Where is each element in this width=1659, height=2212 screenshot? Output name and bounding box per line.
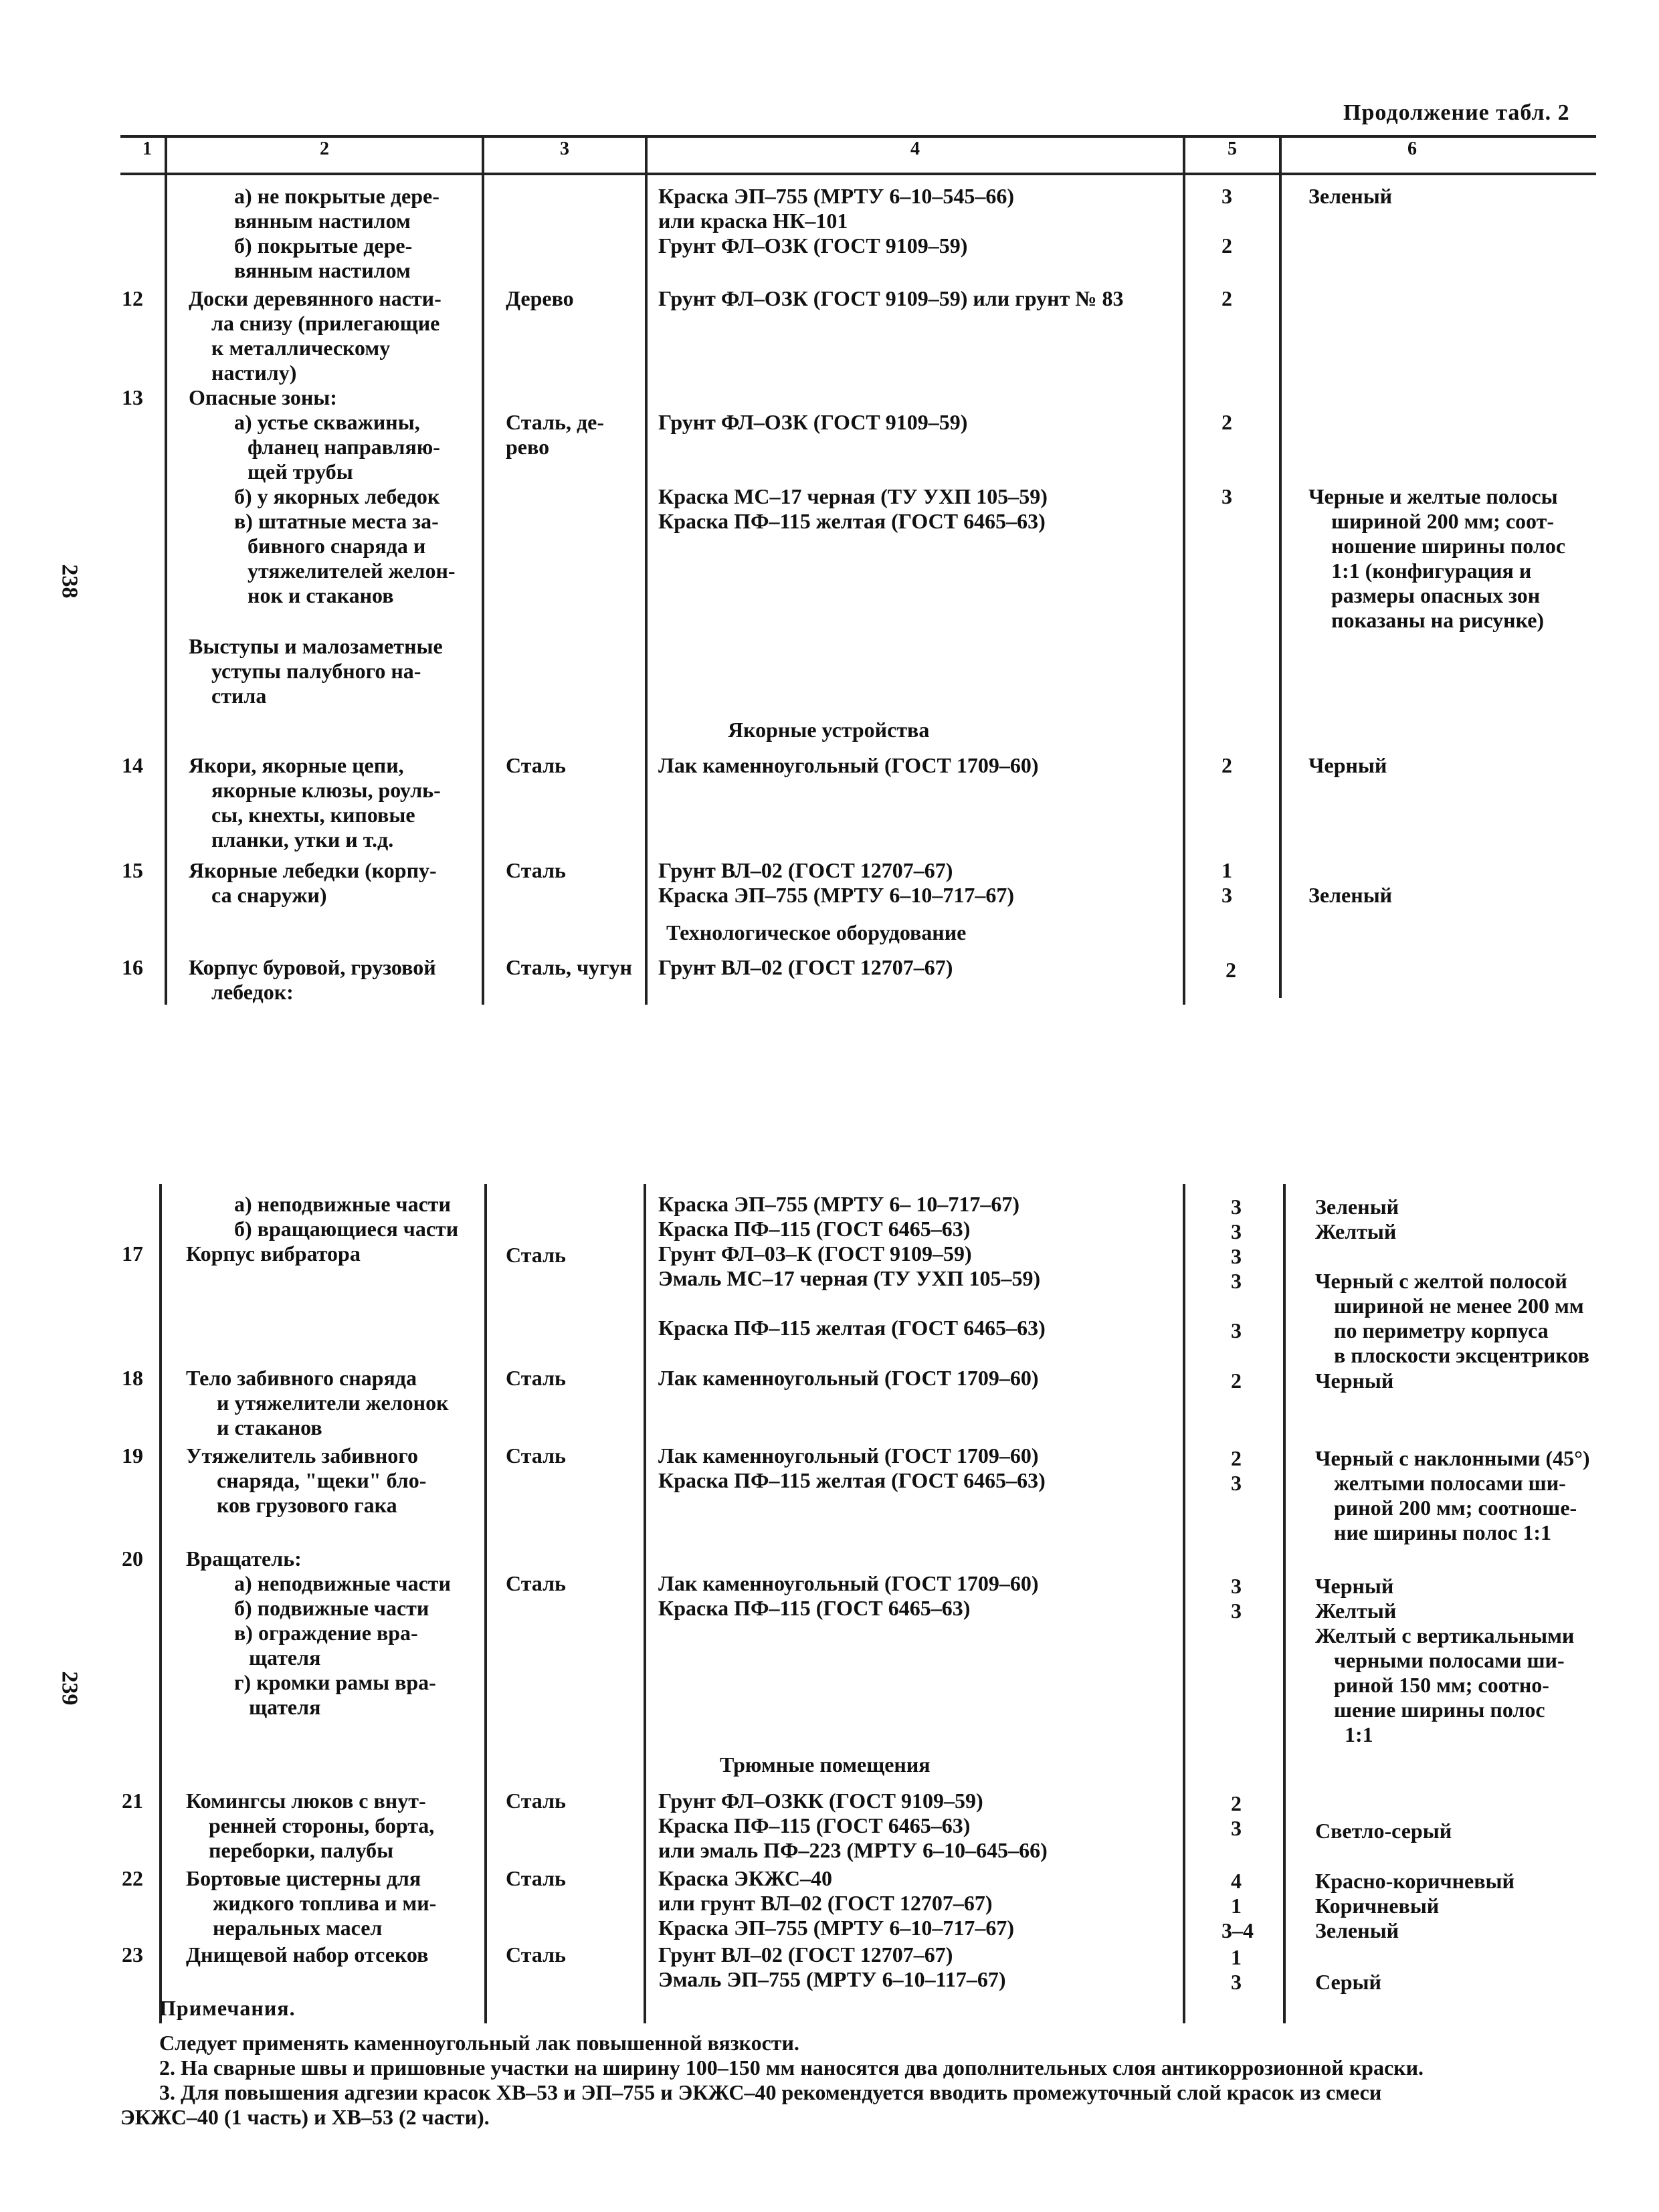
row-text: Светло-серый	[1315, 1819, 1452, 1843]
row-text: б) покрытые дере-	[234, 233, 413, 258]
row-text: Краска ПФ–115 желтая (ГОСТ 6465–63)	[658, 1468, 1046, 1492]
row-text: Краска МС–17 черная (ТУ УХП 105–59)	[658, 484, 1048, 508]
row-text: ренней стороны, борта,	[209, 1813, 435, 1837]
row-text: в) штатные места за-	[234, 509, 439, 533]
row-text: по периметру корпуса	[1334, 1318, 1549, 1342]
row-text: Дерево	[506, 286, 574, 310]
row-text: Эмаль ЭП–755 (МРТУ 6–10–117–67)	[658, 1967, 1006, 1991]
row-text: Краска ПФ–115 (ГОСТ 6465–63)	[658, 1596, 971, 1620]
row-text: вянным настилом	[234, 209, 411, 233]
section-anchor-devices: Якорные устройства	[728, 718, 930, 742]
col-rule	[644, 1184, 646, 2023]
row-text: 1:1 (конфигурация и	[1331, 559, 1532, 583]
header-bottom-rule	[120, 173, 1596, 175]
row-text: нок и стаканов	[248, 583, 394, 607]
row-text: 1	[1231, 1945, 1242, 1969]
row-text: Желтый	[1315, 1599, 1397, 1623]
col-header-4: 4	[910, 138, 920, 159]
row-text: Краска ПФ–115 желтая (ГОСТ 6465–63)	[658, 1316, 1046, 1340]
row-text: а) неподвижные части	[234, 1192, 451, 1216]
row-text: вянным настилом	[234, 258, 411, 282]
row-text: 3	[1231, 1318, 1242, 1342]
row-text: Сталь	[506, 753, 566, 777]
row-text: размеры опасных зон	[1331, 583, 1541, 607]
col-header-5: 5	[1228, 138, 1237, 159]
col-rule	[1183, 135, 1185, 1005]
row-text: 1	[1231, 1894, 1242, 1918]
col-rule	[165, 135, 167, 1005]
note-line: ЭКЖС–40 (1 часть) и ХВ–53 (2 части).	[120, 2105, 490, 2129]
row-text: стила	[211, 684, 267, 708]
row-text: 1:1	[1345, 1722, 1373, 1746]
row-number: 20	[122, 1546, 143, 1571]
row-text: шириной 200 мм; соот-	[1331, 509, 1554, 533]
row-text: Сталь	[506, 1942, 566, 1967]
row-text: фланец направляю-	[248, 435, 440, 459]
row-text: 3	[1231, 1219, 1242, 1243]
row-number: 12	[122, 286, 143, 310]
row-text: жидкого топлива и ми-	[213, 1891, 437, 1915]
notes-title: Примечания.	[159, 1996, 296, 2020]
page-number-239: 239	[57, 1671, 82, 1706]
row-text: 2	[1222, 410, 1232, 434]
col-rule	[645, 135, 648, 1005]
row-text: Краска ПФ–115 (ГОСТ 6465–63)	[658, 1217, 971, 1241]
row-text: Якорные лебедки (корпу-	[189, 858, 437, 882]
row-text: Грунт ВЛ–02 (ГОСТ 12707–67)	[658, 1942, 953, 1967]
row-text: 3	[1222, 484, 1232, 508]
row-text: Сталь	[506, 1366, 566, 1390]
row-text: Краска ЭП–755 (МРТУ 6– 10–717–67)	[658, 1192, 1020, 1216]
row-text: ние ширины полос 1:1	[1334, 1520, 1552, 1544]
row-text: Лак каменноугольный (ГОСТ 1709–60)	[658, 1571, 1039, 1595]
row-text: щателя	[249, 1645, 321, 1670]
row-text: 3	[1231, 1244, 1242, 1268]
row-text: Грунт ВЛ–02 (ГОСТ 12707–67)	[658, 955, 953, 979]
row-text: б) вращающиеся части	[234, 1217, 459, 1241]
row-text: черными полосами ши-	[1334, 1648, 1565, 1672]
row-text: Якори, якорные цепи,	[189, 753, 404, 777]
row-number: 16	[122, 955, 143, 979]
row-text: Днищевой набор отсеков	[186, 1942, 429, 1967]
row-text: г) кромки рамы вра-	[234, 1670, 436, 1694]
row-text: 1	[1222, 858, 1232, 882]
col-header-2: 2	[320, 138, 329, 159]
row-text: Зеленый	[1315, 1918, 1399, 1942]
row-text: Грунт ФЛ–ОЗК (ГОСТ 9109–59) или грунт № 83	[658, 286, 1124, 310]
col-rule	[159, 1184, 162, 2023]
row-number: 14	[122, 753, 143, 777]
row-text: Сталь, де-	[506, 410, 604, 434]
row-text: 3	[1231, 1599, 1242, 1623]
note-line: 2. На сварные швы и пришовные участки на ширину 100–150 мм наносятся два дополнительных слоя антикоррозионной краски.	[159, 2055, 1424, 2080]
row-text: щателя	[249, 1695, 321, 1719]
section-hold-rooms: Трюмные помещения	[720, 1752, 931, 1777]
row-text: Зеленый	[1315, 1195, 1399, 1219]
row-text: планки, утки и т.д.	[211, 827, 394, 851]
row-text: Сталь	[506, 1866, 566, 1890]
row-text: Зеленый	[1308, 883, 1393, 907]
row-text: Краска ПФ–115 (ГОСТ 6465–63)	[658, 1813, 971, 1837]
row-text: Сталь	[506, 858, 566, 882]
row-text: 3	[1231, 1269, 1242, 1293]
row-text: 3	[1231, 1471, 1242, 1495]
row-text: рево	[506, 435, 550, 459]
row-text: в плоскости эксцентриков	[1334, 1343, 1589, 1367]
row-text: к металлическому	[211, 336, 391, 360]
row-text: 3	[1231, 1195, 1242, 1219]
row-text: 2	[1226, 958, 1236, 982]
row-text: Сталь	[506, 1789, 566, 1813]
row-text: Желтый	[1315, 1219, 1397, 1243]
row-text: Сталь	[506, 1571, 566, 1595]
row-text: Желтый с вертикальными	[1315, 1623, 1575, 1647]
col-rule	[1279, 135, 1282, 998]
row-text: или краска НК–101	[658, 209, 848, 233]
row-text: 4	[1231, 1869, 1242, 1893]
row-text: бивного снаряда и	[248, 534, 426, 558]
row-text: Сталь	[506, 1443, 566, 1468]
row-number: 23	[122, 1942, 143, 1967]
page-number-238: 238	[57, 564, 82, 599]
row-text: Краска ЭКЖС–40	[658, 1866, 833, 1890]
col-rule	[1283, 1184, 1286, 2023]
header-top-rule	[120, 135, 1596, 138]
note-line: Следует применять каменноугольный лак повышенной вязкости.	[159, 2031, 799, 2055]
row-text: Лак каменноугольный (ГОСТ 1709–60)	[658, 1443, 1039, 1468]
col-rule	[1183, 1184, 1185, 2023]
row-text: шение ширины полос	[1334, 1698, 1545, 1722]
col-rule	[484, 1184, 487, 2023]
row-text: Грунт ФЛ–03–К (ГОСТ 9109–59)	[658, 1241, 972, 1266]
row-text: Черный с желтой полосой	[1315, 1269, 1567, 1293]
row-text: Сталь, чугун	[506, 955, 632, 979]
row-text: б) подвижные части	[234, 1596, 429, 1620]
row-text: Корпус вибратора	[186, 1241, 361, 1266]
row-text: 3	[1231, 1574, 1242, 1598]
col-rule	[482, 135, 484, 1005]
row-text: якорные клюзы, роуль-	[211, 778, 441, 802]
row-text: Корпус буровой, грузовой	[189, 955, 436, 979]
note-line: 3. Для повышения адгезии красок ХВ–53 и ЭП–755 и ЭКЖС–40 рекомендуется вводить промежуточный слой красок из смеси	[159, 2080, 1382, 2104]
row-text: 3	[1222, 184, 1232, 208]
row-text: Черный	[1315, 1369, 1394, 1393]
row-text: и стаканов	[217, 1415, 322, 1439]
row-text: неральных масел	[213, 1916, 383, 1940]
row-text: Бортовые цистерны для	[186, 1866, 421, 1890]
row-text: Доски деревянного насти-	[189, 286, 442, 310]
row-text: Зеленый	[1308, 184, 1393, 208]
row-text: 2	[1222, 233, 1232, 258]
row-text: Тело забивного снаряда	[186, 1366, 417, 1390]
row-text: 3	[1231, 1816, 1242, 1840]
row-number: 22	[122, 1866, 143, 1890]
row-text: лебедок:	[211, 980, 294, 1004]
col-header-6: 6	[1407, 138, 1417, 159]
row-text: Черный с наклонными (45°)	[1315, 1446, 1590, 1470]
row-text: Вращатель:	[186, 1546, 302, 1571]
row-text: 3	[1222, 883, 1232, 907]
row-number: 21	[122, 1789, 143, 1813]
row-number: 13	[122, 385, 143, 409]
row-text: Черный	[1308, 753, 1387, 777]
row-text: или эмаль ПФ–223 (МРТУ 6–10–645–66)	[658, 1838, 1048, 1862]
row-number: 18	[122, 1366, 143, 1390]
row-text: Утяжелитель забивного	[186, 1443, 419, 1468]
row-text: риной 150 мм; соотно-	[1334, 1673, 1549, 1697]
row-text: Опасные зоны:	[189, 385, 337, 409]
section-technological-equipment: Технологическое оборудование	[666, 920, 967, 944]
continuation-title: Продолжение табл. 2	[1343, 100, 1570, 125]
row-text: Лак каменноугольный (ГОСТ 1709–60)	[658, 1366, 1039, 1390]
row-text: са снаружи)	[211, 883, 327, 907]
row-text: 2	[1222, 753, 1232, 777]
row-text: шириной не менее 200 мм	[1334, 1294, 1584, 1318]
row-text: переборки, палубы	[209, 1838, 394, 1862]
row-text: Выступы и малозаметные	[189, 634, 443, 658]
row-text: 2	[1222, 286, 1232, 310]
row-text: Краска ПФ–115 желтая (ГОСТ 6465–63)	[658, 509, 1046, 533]
row-text: сы, кнехты, киповые	[211, 803, 415, 827]
row-text: Сталь	[506, 1243, 566, 1267]
row-text: снаряда, "щеки" бло-	[217, 1468, 427, 1492]
row-text: Краска ЭП–755 (МРТУ 6–10–545–66)	[658, 184, 1015, 208]
row-text: в) ограждение вра-	[234, 1621, 418, 1645]
row-text: желтыми полосами ши-	[1334, 1471, 1566, 1495]
row-text: ков грузового гака	[217, 1493, 397, 1517]
row-text: б) у якорных лебедок	[234, 484, 440, 508]
row-text: а) устье скважины,	[234, 410, 420, 434]
row-text: Комингсы люков с внут-	[186, 1789, 426, 1813]
row-text: Грунт ФЛ–ОЗК (ГОСТ 9109–59)	[658, 410, 968, 434]
row-text: щей трубы	[248, 460, 353, 484]
row-text: ношение ширины полос	[1331, 534, 1566, 558]
col-header-3: 3	[560, 138, 569, 159]
row-text: 3–4	[1222, 1918, 1254, 1942]
row-text: Краска ЭП–755 (МРТУ 6–10–717–67)	[658, 1916, 1015, 1940]
row-text: 2	[1231, 1446, 1242, 1470]
row-text: Коричневый	[1315, 1894, 1440, 1918]
row-text: Черные и желтые полосы	[1308, 484, 1558, 508]
row-text: Красно-коричневый	[1315, 1869, 1515, 1893]
row-text: а) не покрытые дере-	[234, 184, 440, 208]
row-text: уступы палубного на-	[211, 659, 421, 683]
row-text: Серый	[1315, 1970, 1381, 1994]
row-text: и утяжелители желонок	[217, 1391, 449, 1415]
row-text: ла снизу (прилегающие	[211, 311, 440, 335]
row-text: 2	[1231, 1791, 1242, 1815]
row-number: 17	[122, 1241, 143, 1266]
row-text: утяжелителей желон-	[248, 559, 456, 583]
col-header-1: 1	[142, 138, 152, 159]
row-text: Грунт ФЛ–ОЗК (ГОСТ 9109–59)	[658, 233, 968, 258]
row-text: Грунт ВЛ–02 (ГОСТ 12707–67)	[658, 858, 953, 882]
row-text: Краска ЭП–755 (МРТУ 6–10–717–67)	[658, 883, 1015, 907]
row-text: Эмаль МС–17 черная (ТУ УХП 105–59)	[658, 1266, 1041, 1290]
row-text: показаны на рисунке)	[1331, 608, 1545, 632]
row-text: риной 200 мм; соотноше-	[1334, 1496, 1577, 1520]
row-text: 2	[1231, 1369, 1242, 1393]
row-text: Грунт ФЛ–ОЗКК (ГОСТ 9109–59)	[658, 1789, 983, 1813]
row-text: а) неподвижные части	[234, 1571, 451, 1595]
row-text: Черный	[1315, 1574, 1394, 1598]
row-text: Лак каменноугольный (ГОСТ 1709–60)	[658, 753, 1039, 777]
row-number: 15	[122, 858, 143, 882]
row-text: 3	[1231, 1970, 1242, 1994]
row-text: настилу)	[211, 361, 297, 385]
row-text: или грунт ВЛ–02 (ГОСТ 12707–67)	[658, 1891, 993, 1915]
row-number: 19	[122, 1443, 143, 1468]
